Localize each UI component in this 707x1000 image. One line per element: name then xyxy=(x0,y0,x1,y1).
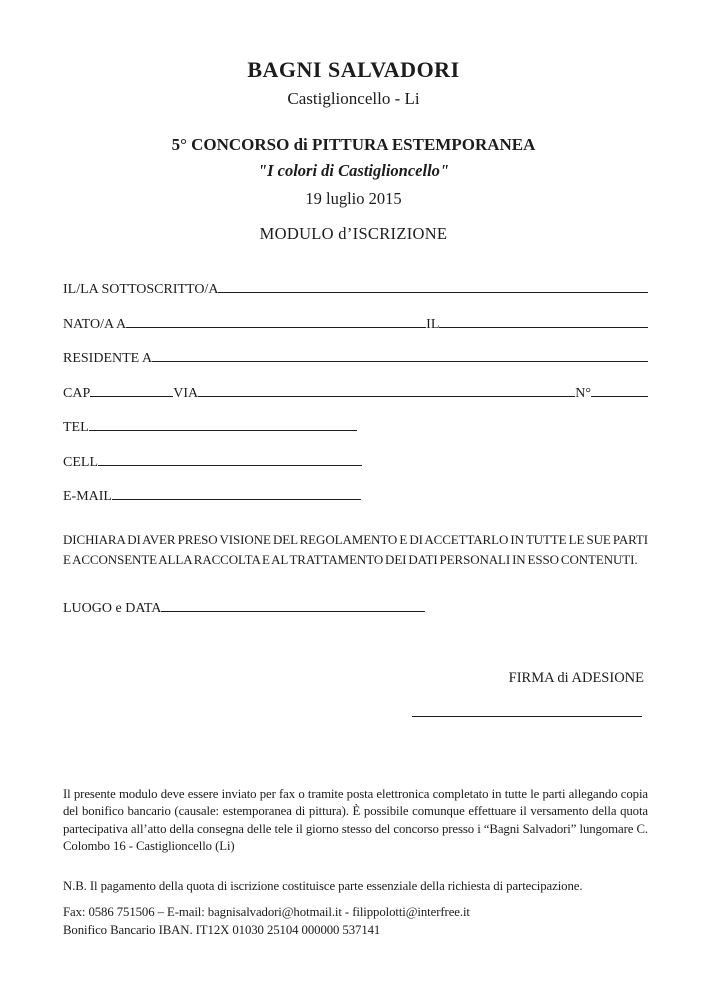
birthplace-label: NATO/A A xyxy=(63,316,127,332)
birthdate-field-line xyxy=(439,327,648,328)
phone-row xyxy=(63,419,648,436)
email-row xyxy=(63,488,648,505)
birth-row xyxy=(63,316,648,333)
iban-line: Bonifico Bancario IBAN. IT12X 01030 25104 000000 537141 xyxy=(63,923,381,937)
phone-field-line xyxy=(89,430,357,431)
residence-label: RESIDENTE A xyxy=(63,351,153,366)
payment-note: N.B. Il pagamento della quota di iscrizione costituisce parte essenziale della richiesta di partecipazione. xyxy=(63,879,583,893)
place-date-row xyxy=(63,600,648,617)
street-field-line xyxy=(198,396,575,397)
subscriber-row xyxy=(63,281,648,298)
residence-row xyxy=(63,350,648,367)
address-row xyxy=(63,385,648,402)
place-date-label: LUOGO e DATA xyxy=(63,601,162,616)
phone-label: TEL xyxy=(63,420,89,435)
email-label: E-MAIL xyxy=(63,489,112,504)
submission-instructions: Il presente modulo deve essere inviato per fax o tramite posta elettronica completato in tutte le parti allegando copia del bonifico bancario (causale: estemporanea di pittura). È possibile comunque effettuare il versamento della quota partecipativa all’atto della consegna delle tele il giorno stesso del concorso presso i “Bagni Salvadori” lungomare C. Colombo 16 - Castiglioncello (Li) xyxy=(63,787,648,854)
cap-field-line xyxy=(90,396,173,397)
contest-title: 5° CONCORSO di PITTURA ESTEMPORANEA xyxy=(171,135,536,154)
mobile-label: CELL xyxy=(63,454,98,470)
subscriber-label: IL/LA SOTTOSCRITTO/A xyxy=(63,282,219,297)
place-date-field-line xyxy=(161,611,425,612)
street-label: VIA xyxy=(173,385,199,401)
signature-field-line xyxy=(412,716,642,717)
contest-subtitle: "I colori di Castiglioncello" xyxy=(257,161,450,180)
subscriber-field-line xyxy=(218,292,648,293)
contest-date: 19 luglio 2015 xyxy=(305,189,402,208)
mobile-field-line xyxy=(98,465,362,466)
fax-email-line: Fax: 0586 751506 – E-mail: bagnisalvadori@hotmail.it - filippolotti@interfree.it xyxy=(63,905,470,919)
residence-field-line xyxy=(152,361,648,362)
form-title: MODULO d’ISCRIZIONE xyxy=(259,224,448,243)
org-location: Castiglioncello - Li xyxy=(287,89,420,108)
mobile-row xyxy=(63,454,648,471)
org-title: BAGNI SALVADORI xyxy=(247,57,460,82)
cap-label: CAP xyxy=(63,385,91,401)
declaration-text: DICHIARA DI AVER PRESO VISIONE DEL REGOLAMENTO E DI ACCETTARLO IN TUTTE LE SUE PARTI E ACCONSENTE ALLA RACCOLTA E AL TRATTAMENTO DEI DATI PERSONALI IN ESSO CONTENUTI. xyxy=(63,532,648,567)
email-field-line xyxy=(112,499,361,500)
street-number-field-line xyxy=(591,396,648,397)
birthdate-label: IL xyxy=(426,316,440,332)
signature-label: FIRMA di ADESIONE xyxy=(508,670,644,686)
street-number-label: N° xyxy=(575,385,591,401)
birthplace-field-line xyxy=(126,327,426,328)
contact-block xyxy=(63,903,648,939)
